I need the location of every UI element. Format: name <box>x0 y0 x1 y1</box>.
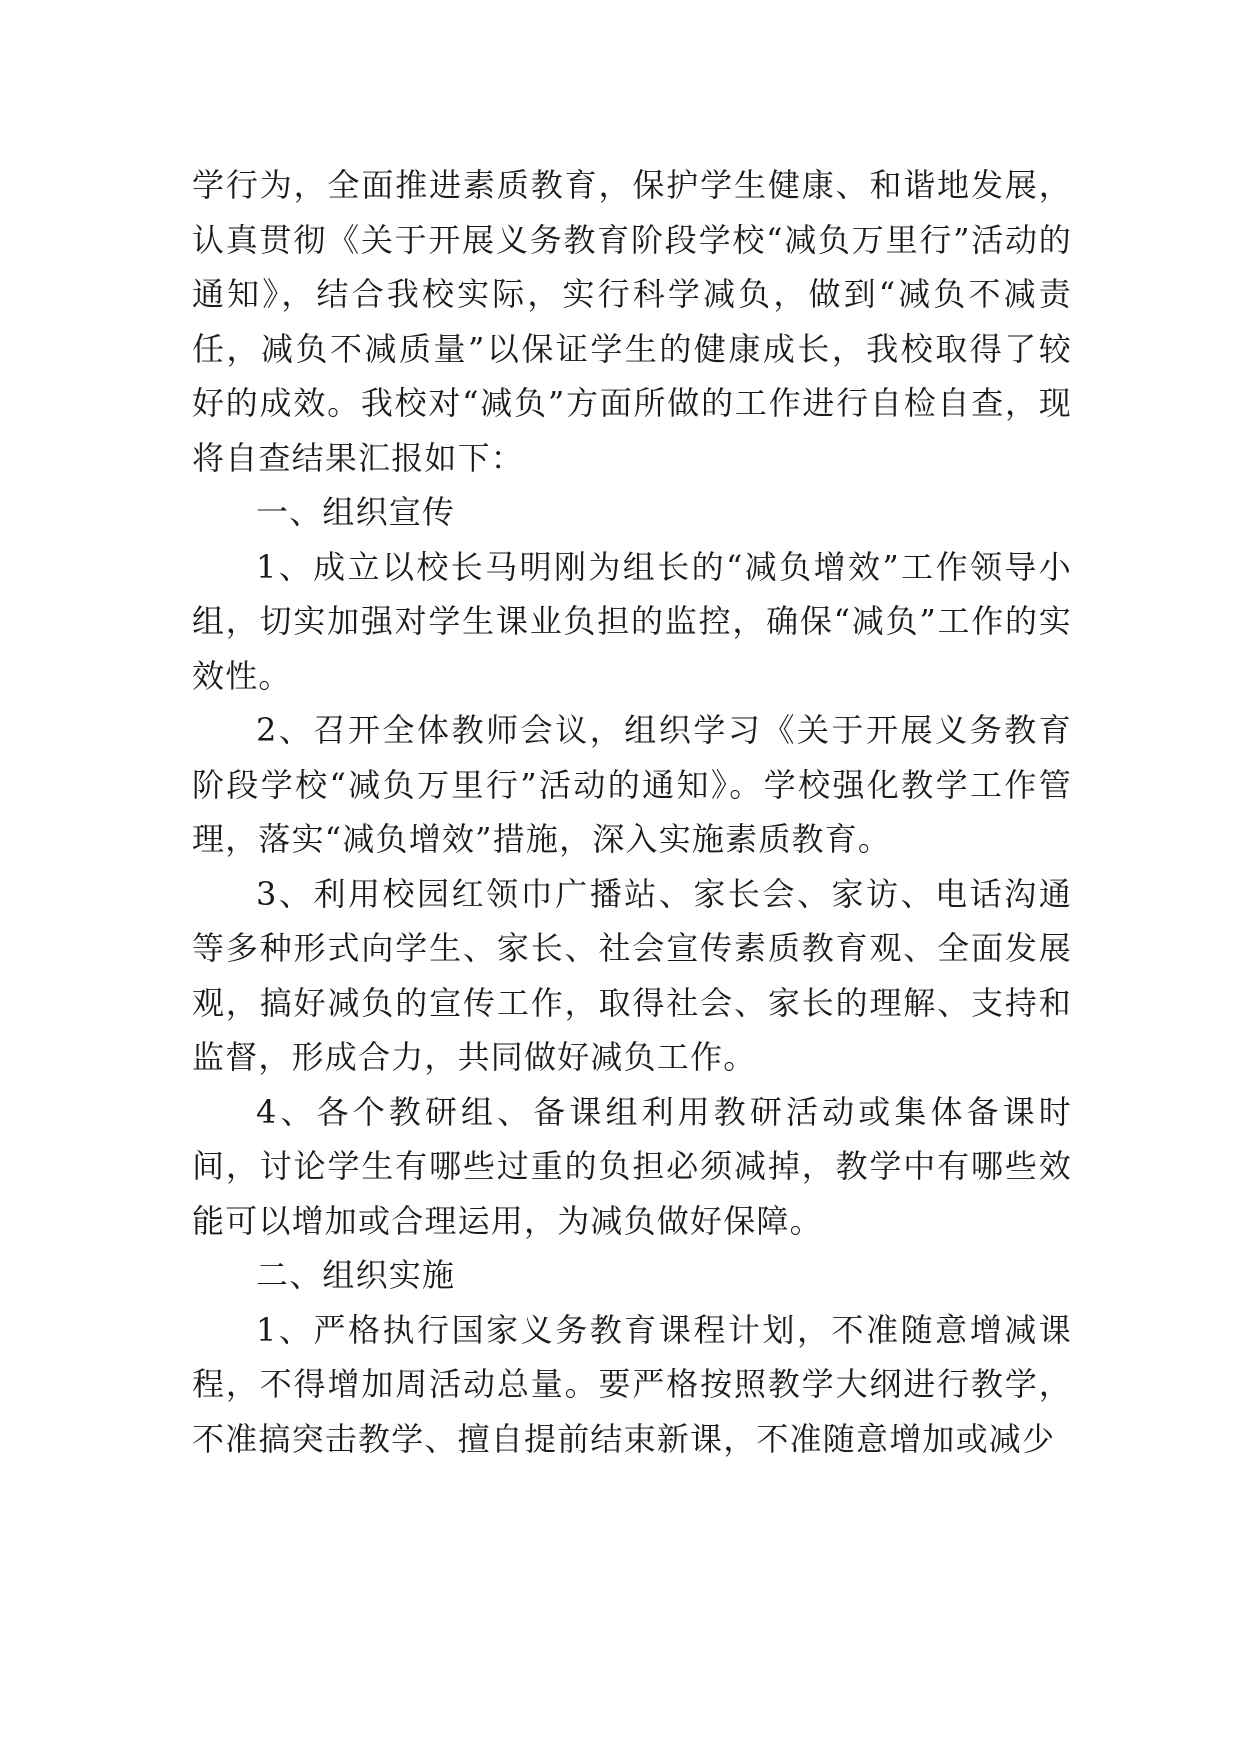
paragraph-item-1-4: 4、各个教研组、备课组利用教研活动或集体备课时间，讨论学生有哪些过重的负担必须减掉，教学中有哪些效能可以增加或合理运用，为减负做好保障。 <box>192 1092 1072 1240</box>
paragraph-item-2-1: 1、严格执行国家义务教育课程计划，不准随意增减课程，不得增加周活动总量。要严格按照教学大纲进行教学，不准搞突击教学、擅自提前结束新课，不准随意增加或减少 <box>192 1310 1072 1458</box>
paragraph-item-1-1: 1、成立以校长马明刚为组长的“减负增效”工作领导小组，切实加强对学生课业负担的监控，确保“减负”工作的实效性。 <box>192 547 1072 695</box>
document-body <box>192 158 1072 1466</box>
paragraph-intro: 学行为，全面推进素质教育，保护学生健康、和谐地发展，认真贯彻《关于开展义务教育阶段学校“减负万里行”活动的通知》，结合我校实际，实行科学减负，做到“减负不减责任，减负不减质量”以保证学生的健康成长，我校取得了较好的成效。我校对“减负”方面所做的工作进行自检自查，现将自查结果汇报如下： <box>192 166 1072 477</box>
paragraph-item-1-2: 2、召开全体教师会议，组织学习《关于开展义务教育阶段学校“减负万里行”活动的通知》。学校强化教学工作管理，落实“减负增效”措施，深入实施素质教育。 <box>192 711 1072 858</box>
section-heading-organization-implementation: 二、组织实施 <box>256 1256 456 1294</box>
paragraph-item-1-3: 3、利用校园红领巾广播站、家长会、家访、电话沟通等多种形式向学生、家长、社会宣传素质教育观、全面发展观，搞好减负的宣传工作，取得社会、家长的理解、支持和监督，形成合力，共同做好减负工作。 <box>192 874 1072 1076</box>
section-heading-organization-publicity: 一、组织宣传 <box>256 493 456 531</box>
